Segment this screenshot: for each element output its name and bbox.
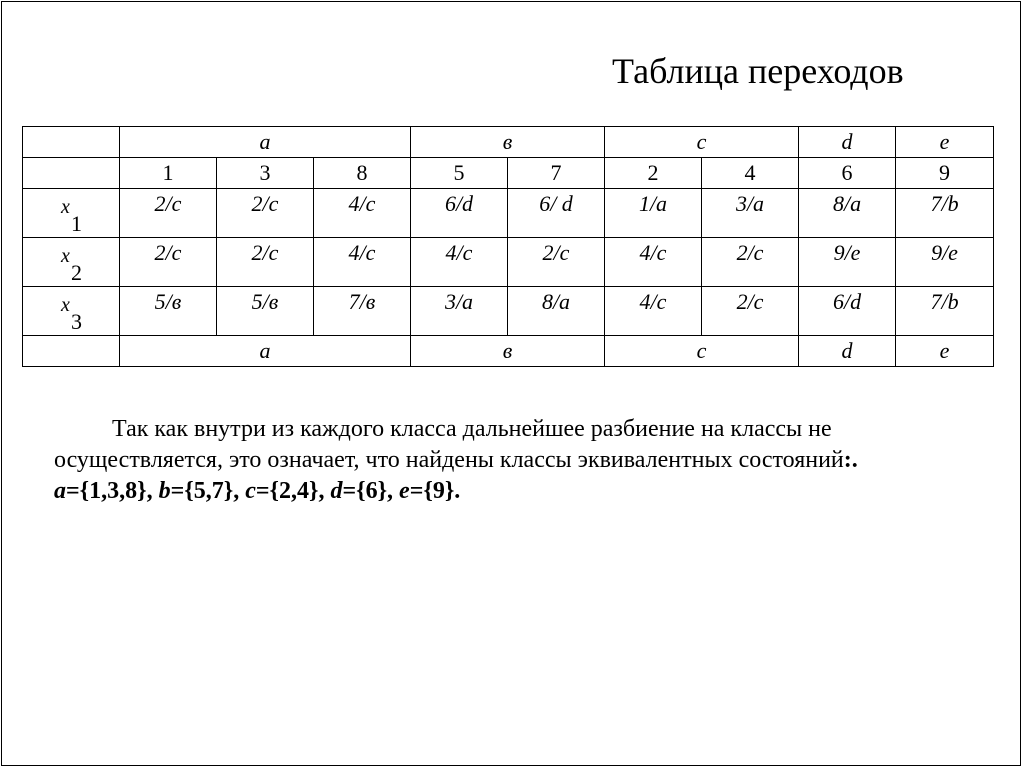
transition-cell: 2/c [508,238,605,287]
class-footer-cell: d [799,336,896,367]
class-footer-cell: в [411,336,605,367]
class-header-cell: d [799,127,896,158]
transition-cell: 2/c [217,189,314,238]
paragraph-line: Так как внутри из каждого класса дальнейшее разбиение на классы не [112,416,832,442]
table-row [23,189,994,238]
transition-cell: 7/в [314,287,411,336]
transition-cell: 2/c [702,238,799,287]
transition-cell: 1/a [605,189,702,238]
state-header-cell: 5 [411,158,508,189]
transition-cell: 6/d [799,287,896,336]
transition-table [22,126,994,367]
transition-cell: 4/c [411,238,508,287]
class-header-cell: c [605,127,799,158]
table-row [23,238,994,287]
state-header-cell: 3 [217,158,314,189]
transition-cell: 8/a [799,189,896,238]
input-label: x 3 [23,287,120,336]
transition-cell: 7/b [896,287,994,336]
transition-cell: 7/b [896,189,994,238]
equivalence-classes: a={1,3,8}, b={5,7}, c={2,4}, d={6}, e={9}. [54,478,461,504]
transition-cell: 4/c [605,287,702,336]
state-header-cell: 6 [799,158,896,189]
slide [1,1,1021,766]
class-footer-row [23,336,994,367]
state-header-cell: 7 [508,158,605,189]
transition-cell: 4/c [314,238,411,287]
transition-cell: 3/a [702,189,799,238]
class-header-cell: в [411,127,605,158]
state-header-row [23,158,994,189]
class-footer-cell: a [120,336,411,367]
transition-cell: 2/c [120,189,217,238]
state-header-cell: 1 [120,158,217,189]
class-header-cell: a [120,127,411,158]
state-header-cell: 2 [605,158,702,189]
transition-cell: 5/в [217,287,314,336]
transition-cell: 2/c [702,287,799,336]
transition-cell: 4/c [605,238,702,287]
conclusion-paragraph [54,414,974,507]
input-label: x 1 [23,189,120,238]
transition-cell: 2/c [120,238,217,287]
class-header-row [23,127,994,158]
transition-cell: 2/c [217,238,314,287]
state-header-cell: 8 [314,158,411,189]
transition-cell: 6/ d [508,189,605,238]
empty-cell [23,336,120,367]
transition-cell: 6/d [411,189,508,238]
class-footer-cell: e [896,336,994,367]
class-header-cell: e [896,127,994,158]
corner-cell [23,127,120,158]
class-footer-cell: c [605,336,799,367]
state-header-cell: 9 [896,158,994,189]
transition-cell: 9/e [799,238,896,287]
transition-cell: 3/a [411,287,508,336]
empty-cell [23,158,120,189]
paragraph-line: осуществляется, это означает, что найдены классы эквивалентных состояний:. [54,447,858,473]
transition-cell: 8/a [508,287,605,336]
state-header-cell: 4 [702,158,799,189]
transition-cell: 5/в [120,287,217,336]
transition-cell: 4/c [314,189,411,238]
page-title: Таблица переходов [612,51,904,91]
transition-cell: 9/e [896,238,994,287]
table-row [23,287,994,336]
input-label: x 2 [23,238,120,287]
